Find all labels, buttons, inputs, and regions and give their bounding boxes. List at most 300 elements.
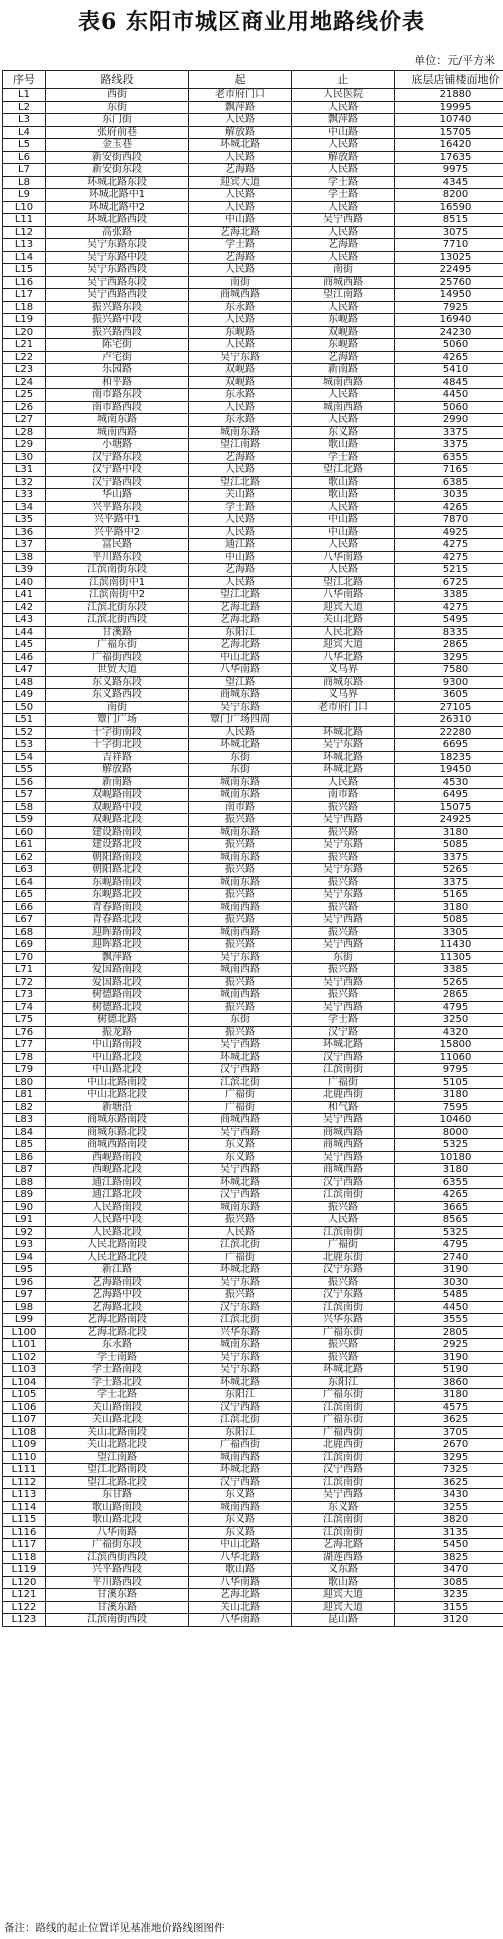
table-row	[3, 1114, 503, 1127]
cell-start: 江滨北街	[189, 1314, 292, 1327]
cell-index: L107	[3, 1414, 46, 1427]
cell-index: L73	[3, 989, 46, 1002]
cell-start: 城南西路	[189, 964, 292, 977]
table-row	[3, 276, 503, 289]
cell-end: 人民路	[292, 539, 395, 552]
cell-end: 环城北路	[292, 751, 395, 764]
cell-price: 15705	[395, 126, 503, 139]
cell-price: 4795	[395, 1239, 503, 1252]
cell-start: 南市路	[189, 801, 292, 814]
cell-index: L78	[3, 1051, 46, 1064]
cell-start: 振兴路	[189, 864, 292, 877]
table-row	[3, 476, 503, 489]
cell-end: 学士路	[292, 1014, 395, 1027]
cell-start: 人民路	[189, 514, 292, 527]
cell-segment: 东义路东段	[46, 676, 189, 689]
cell-end: 汉宁东路	[292, 1264, 395, 1277]
cell-segment: 爱国路北段	[46, 976, 189, 989]
table-row	[3, 1576, 503, 1589]
cell-index: L6	[3, 151, 46, 164]
table-row	[3, 1364, 503, 1377]
table-row	[3, 1476, 503, 1489]
cell-price: 5165	[395, 889, 503, 902]
cell-end: 双岘路	[292, 326, 395, 339]
cell-segment: 吉祥路	[46, 751, 189, 764]
table-row	[3, 664, 503, 677]
table-row	[3, 689, 503, 702]
cell-end: 关山北路	[292, 614, 395, 627]
cell-segment: 学士路南段	[46, 1364, 189, 1377]
cell-segment: 振兴路东段	[46, 301, 189, 314]
cell-end: 望江北路	[292, 576, 395, 589]
cell-start: 人民路	[189, 151, 292, 164]
cell-segment: 东岘路南段	[46, 876, 189, 889]
cell-start: 中山路	[189, 551, 292, 564]
cell-start: 通江路	[189, 539, 292, 552]
cell-start: 东义路	[189, 1489, 292, 1502]
cell-segment: 吴宁东路中段	[46, 251, 189, 264]
cell-end: 中山路	[292, 126, 395, 139]
cell-index: L44	[3, 626, 46, 639]
cell-end: 广福东街	[292, 1389, 395, 1402]
cell-price: 11305	[395, 951, 503, 964]
cell-index: L75	[3, 1014, 46, 1027]
cell-start: 广福街	[189, 1101, 292, 1114]
cell-index: L96	[3, 1276, 46, 1289]
cell-segment: 中山北路北段	[46, 1089, 189, 1102]
cell-price: 8515	[395, 214, 503, 227]
cell-segment: 树德北路	[46, 1014, 189, 1027]
cell-segment: 东甘路	[46, 1489, 189, 1502]
cell-price: 3085	[395, 1576, 503, 1589]
table-row	[3, 501, 503, 514]
cell-end: 学士路	[292, 451, 395, 464]
cell-start: 东岘路	[189, 326, 292, 339]
cell-price: 5325	[395, 1226, 503, 1239]
cell-price: 4265	[395, 1189, 503, 1202]
cell-price: 21880	[395, 89, 503, 102]
cell-start: 商城西路	[189, 1114, 292, 1127]
cell-index: L23	[3, 364, 46, 377]
table-row	[3, 576, 503, 589]
cell-segment: 飘萍路	[46, 951, 189, 964]
cell-end: 人民路	[292, 201, 395, 214]
cell-segment: 东义路西段	[46, 689, 189, 702]
cell-price: 7165	[395, 464, 503, 477]
cell-price: 3820	[395, 1514, 503, 1527]
cell-segment: 振兴路西段	[46, 326, 189, 339]
cell-index: L83	[3, 1114, 46, 1127]
cell-segment: 江滨南街中1	[46, 576, 189, 589]
cell-segment: 南市路西段	[46, 401, 189, 414]
table-row	[3, 1564, 503, 1577]
cell-end: 振兴路	[292, 1201, 395, 1214]
cell-index: L48	[3, 676, 46, 689]
cell-segment: 中山路北段	[46, 1064, 189, 1077]
cell-end: 迎宾大道	[292, 1601, 395, 1614]
table-row	[3, 1464, 503, 1477]
cell-segment: 艺海北路北段	[46, 1326, 189, 1339]
cell-index: L12	[3, 226, 46, 239]
cell-end: 广福东街	[292, 1326, 395, 1339]
table-row	[3, 726, 503, 739]
table-row	[3, 951, 503, 964]
cell-end: 振兴路	[292, 964, 395, 977]
table-row	[3, 626, 503, 639]
cell-end: 商城东路	[292, 676, 395, 689]
cell-index: L119	[3, 1564, 46, 1577]
cell-segment: 解放路	[46, 764, 189, 777]
table-row	[3, 801, 503, 814]
table-row	[3, 764, 503, 777]
cell-price: 3035	[395, 489, 503, 502]
cell-price: 4265	[395, 501, 503, 514]
unit-label: 单位：元/平方米	[414, 54, 495, 67]
cell-index: L5	[3, 139, 46, 152]
cell-end: 北鹿西街	[292, 1439, 395, 1452]
table-row	[3, 1414, 503, 1427]
table-row	[3, 551, 503, 564]
cell-price: 2805	[395, 1326, 503, 1339]
cell-start: 东永路	[189, 414, 292, 427]
cell-price: 5085	[395, 839, 503, 852]
cell-price: 5085	[395, 914, 503, 927]
cell-index: L49	[3, 689, 46, 702]
cell-index: L98	[3, 1301, 46, 1314]
cell-index: L64	[3, 876, 46, 889]
cell-price: 24925	[395, 814, 503, 827]
cell-index: L97	[3, 1289, 46, 1302]
cell-start: 振兴路	[189, 1214, 292, 1227]
cell-price: 3825	[395, 1551, 503, 1564]
cell-end: 湖莲西路	[292, 1551, 395, 1564]
cell-index: L56	[3, 776, 46, 789]
cell-price: 15800	[395, 1039, 503, 1052]
table-row	[3, 1376, 503, 1389]
cell-start: 江滨北街	[189, 1239, 292, 1252]
cell-start: 双岘路	[189, 376, 292, 389]
table-row	[3, 701, 503, 714]
table-row	[3, 364, 503, 377]
cell-index: L89	[3, 1189, 46, 1202]
cell-price: 6355	[395, 451, 503, 464]
cell-end: 环城北路	[292, 726, 395, 739]
cell-price: 2990	[395, 414, 503, 427]
cell-index: L112	[3, 1476, 46, 1489]
cell-segment: 人民北路北段	[46, 1251, 189, 1264]
cell-start: 城南东路	[189, 1339, 292, 1352]
cell-end: 广福街	[292, 1239, 395, 1252]
cell-price: 25760	[395, 276, 503, 289]
cell-index: L45	[3, 639, 46, 652]
table-row	[3, 439, 503, 452]
cell-segment: 新江路	[46, 1264, 189, 1277]
table-row	[3, 114, 503, 127]
cell-price: 3375	[395, 876, 503, 889]
cell-end: 人民路	[292, 251, 395, 264]
cell-index: L101	[3, 1339, 46, 1352]
footnote: 备注：路线的起止位置详见基准地价路线图图件	[4, 1922, 225, 1934]
cell-start: 城南东路	[189, 851, 292, 864]
table-row	[3, 901, 503, 914]
cell-price: 22495	[395, 264, 503, 277]
cell-end: 城南西路	[292, 376, 395, 389]
cell-end: 江滨南街	[292, 1451, 395, 1464]
cell-price: 4320	[395, 1026, 503, 1039]
cell-index: L69	[3, 939, 46, 952]
cell-end: 人民路	[292, 301, 395, 314]
cell-end: 江滨南街	[292, 1064, 395, 1077]
cell-start: 双岘路	[189, 364, 292, 377]
cell-price: 18235	[395, 751, 503, 764]
cell-price: 27105	[395, 701, 503, 714]
cell-start: 兴华东路	[189, 1326, 292, 1339]
cell-end: 人民路	[292, 501, 395, 514]
cell-start: 解放路	[189, 126, 292, 139]
cell-index: L81	[3, 1089, 46, 1102]
cell-end: 人民医院	[292, 89, 395, 102]
cell-end: 人民路	[292, 564, 395, 577]
table-row	[3, 1401, 503, 1414]
cell-start: 广福街	[189, 1251, 292, 1264]
cell-index: L110	[3, 1451, 46, 1464]
table-row	[3, 314, 503, 327]
cell-start: 环城北路	[189, 1051, 292, 1064]
cell-price: 4275	[395, 551, 503, 564]
header-price: 底层店铺楼面地价	[395, 71, 503, 89]
cell-segment: 振兴路中段	[46, 314, 189, 327]
cell-start: 城南东路	[189, 776, 292, 789]
table-row	[3, 1301, 503, 1314]
cell-start: 艺海北路	[189, 226, 292, 239]
cell-end: 广福东街	[292, 1414, 395, 1427]
table-row	[3, 251, 503, 264]
cell-segment: 和平路	[46, 376, 189, 389]
table-row	[3, 1014, 503, 1027]
cell-index: L121	[3, 1589, 46, 1602]
cell-index: L33	[3, 489, 46, 502]
cell-price: 13025	[395, 251, 503, 264]
table-body	[3, 89, 503, 1627]
cell-end: 中山路	[292, 526, 395, 539]
cell-end: 解放路	[292, 151, 395, 164]
cell-price: 3180	[395, 901, 503, 914]
cell-price: 4345	[395, 176, 503, 189]
table-row	[3, 401, 503, 414]
cell-segment: 新塘沿	[46, 1101, 189, 1114]
cell-segment: 平川路东段	[46, 551, 189, 564]
cell-start: 关山北路	[189, 1601, 292, 1614]
cell-start: 环城北路	[189, 1176, 292, 1189]
cell-segment: 艺海北路南段	[46, 1314, 189, 1327]
cell-price: 15075	[395, 801, 503, 814]
cell-index: L58	[3, 801, 46, 814]
cell-start: 城南东路	[189, 1201, 292, 1214]
cell-index: L15	[3, 264, 46, 277]
table-row	[3, 1451, 503, 1464]
cell-segment: 新南路	[46, 776, 189, 789]
table-row	[3, 1551, 503, 1564]
cell-index: L29	[3, 439, 46, 452]
cell-end: 汉宁西路	[292, 1464, 395, 1477]
cell-start: 迎宾大道	[189, 176, 292, 189]
cell-price: 3155	[395, 1601, 503, 1614]
cell-end: 人民路	[292, 776, 395, 789]
cell-price: 5215	[395, 564, 503, 577]
table-row	[3, 164, 503, 177]
cell-index: L19	[3, 314, 46, 327]
cell-end: 艺海北路	[292, 1539, 395, 1552]
cell-segment: 八华南路	[46, 1526, 189, 1539]
cell-index: L77	[3, 1039, 46, 1052]
cell-start: 汉宁东路	[189, 1301, 292, 1314]
cell-index: L54	[3, 751, 46, 764]
cell-start: 汉宁西路	[189, 1476, 292, 1489]
cell-index: L42	[3, 601, 46, 614]
cell-price: 4575	[395, 1401, 503, 1414]
cell-end: 艺海路	[292, 239, 395, 252]
table-row	[3, 614, 503, 627]
cell-index: L61	[3, 839, 46, 852]
cell-price: 9975	[395, 164, 503, 177]
cell-start: 城南西路	[189, 926, 292, 939]
cell-index: L38	[3, 551, 46, 564]
cell-index: L114	[3, 1501, 46, 1514]
page-title: 表6 东阳市城区商业用地路线价表	[78, 9, 425, 35]
table-row	[3, 1276, 503, 1289]
cell-price: 5485	[395, 1289, 503, 1302]
cell-start: 振兴路	[189, 1289, 292, 1302]
table-row	[3, 1126, 503, 1139]
cell-price: 5190	[395, 1364, 503, 1377]
cell-start: 八华南路	[189, 664, 292, 677]
cell-start: 人民路	[189, 264, 292, 277]
cell-segment: 兴平路东段	[46, 501, 189, 514]
cell-end: 江滨南街	[292, 1401, 395, 1414]
cell-price: 3470	[395, 1564, 503, 1577]
cell-end: 吴宁西路	[292, 914, 395, 927]
cell-start: 汉宁西路	[189, 1401, 292, 1414]
cell-start: 振兴路	[189, 939, 292, 952]
table-row	[3, 839, 503, 852]
cell-price: 3135	[395, 1526, 503, 1539]
cell-price: 3180	[395, 1089, 503, 1102]
cell-index: L10	[3, 201, 46, 214]
table-row	[3, 1201, 503, 1214]
cell-index: L35	[3, 514, 46, 527]
cell-start: 城南西路	[189, 1451, 292, 1464]
cell-start: 商城东路	[189, 689, 292, 702]
table-row	[3, 301, 503, 314]
cell-end: 吴宁西路	[292, 1151, 395, 1164]
cell-segment: 东岘路北段	[46, 889, 189, 902]
cell-segment: 广福东街	[46, 639, 189, 652]
cell-segment: 学士路北段	[46, 1376, 189, 1389]
cell-end: 振兴路	[292, 989, 395, 1002]
table-row	[3, 1289, 503, 1302]
cell-start: 人民路	[189, 464, 292, 477]
cell-start: 江滨北街	[189, 1414, 292, 1427]
cell-segment: 江滨北街东段	[46, 601, 189, 614]
table-row	[3, 1526, 503, 1539]
cell-end: 学士路	[292, 189, 395, 202]
cell-start: 望江路	[189, 676, 292, 689]
cell-index: L1	[3, 89, 46, 102]
cell-end: 汉宁西路	[292, 1176, 395, 1189]
cell-price: 16590	[395, 201, 503, 214]
cell-start: 振兴路	[189, 839, 292, 852]
cell-price: 7925	[395, 301, 503, 314]
cell-index: L57	[3, 789, 46, 802]
cell-price: 3190	[395, 1264, 503, 1277]
cell-price: 4275	[395, 539, 503, 552]
table-row	[3, 1326, 503, 1339]
cell-start: 东义路	[189, 1526, 292, 1539]
cell-segment: 甘溪路	[46, 626, 189, 639]
cell-price: 3250	[395, 1014, 503, 1027]
cell-start: 环城北路	[189, 1464, 292, 1477]
cell-index: L99	[3, 1314, 46, 1327]
cell-price: 8200	[395, 189, 503, 202]
cell-end: 昆山路	[292, 1614, 395, 1627]
cell-end: 人民北路	[292, 626, 395, 639]
cell-segment: 望江北路北段	[46, 1476, 189, 1489]
cell-price: 7595	[395, 1101, 503, 1114]
cell-segment: 金玉巷	[46, 139, 189, 152]
cell-index: L105	[3, 1389, 46, 1402]
cell-segment: 东永路	[46, 1339, 189, 1352]
cell-end: 城南西路	[292, 401, 395, 414]
cell-start: 人民路	[189, 314, 292, 327]
cell-end: 义乌界	[292, 664, 395, 677]
cell-end: 江滨南街	[292, 1226, 395, 1239]
cell-price: 17635	[395, 151, 503, 164]
cell-segment: 江滨南街西段	[46, 1614, 189, 1627]
cell-end: 望江北路	[292, 464, 395, 477]
cell-start: 老市府门口	[189, 89, 292, 102]
cell-segment: 吴宁西路东段	[46, 276, 189, 289]
cell-start: 广福街	[189, 1089, 292, 1102]
cell-segment: 学士南路	[46, 1351, 189, 1364]
cell-price: 2740	[395, 1251, 503, 1264]
cell-segment: 环城北路东段	[46, 176, 189, 189]
cell-segment: 环城北路中2	[46, 201, 189, 214]
cell-end: 环城北路	[292, 1364, 395, 1377]
cell-index: L95	[3, 1264, 46, 1277]
cell-segment: 中山路北段	[46, 1051, 189, 1064]
cell-index: L67	[3, 914, 46, 927]
cell-start: 艺海路	[189, 451, 292, 464]
table-row	[3, 414, 503, 427]
cell-price: 2865	[395, 639, 503, 652]
table-row	[3, 1439, 503, 1452]
cell-price: 5060	[395, 401, 503, 414]
header-segment: 路线段	[46, 71, 189, 89]
cell-price: 3605	[395, 689, 503, 702]
cell-start: 八华北路	[189, 1551, 292, 1564]
cell-segment: 双岘路中段	[46, 801, 189, 814]
cell-end: 歌山路	[292, 1576, 395, 1589]
cell-segment: 商城西路南段	[46, 1139, 189, 1152]
table-row	[3, 1539, 503, 1552]
cell-segment: 艺海路中段	[46, 1289, 189, 1302]
cell-segment: 十字街南段	[46, 726, 189, 739]
cell-index: L20	[3, 326, 46, 339]
cell-index: L120	[3, 1576, 46, 1589]
table-row	[3, 1589, 503, 1602]
cell-end: 江滨南街	[292, 1476, 395, 1489]
cell-segment: 东街	[46, 101, 189, 114]
